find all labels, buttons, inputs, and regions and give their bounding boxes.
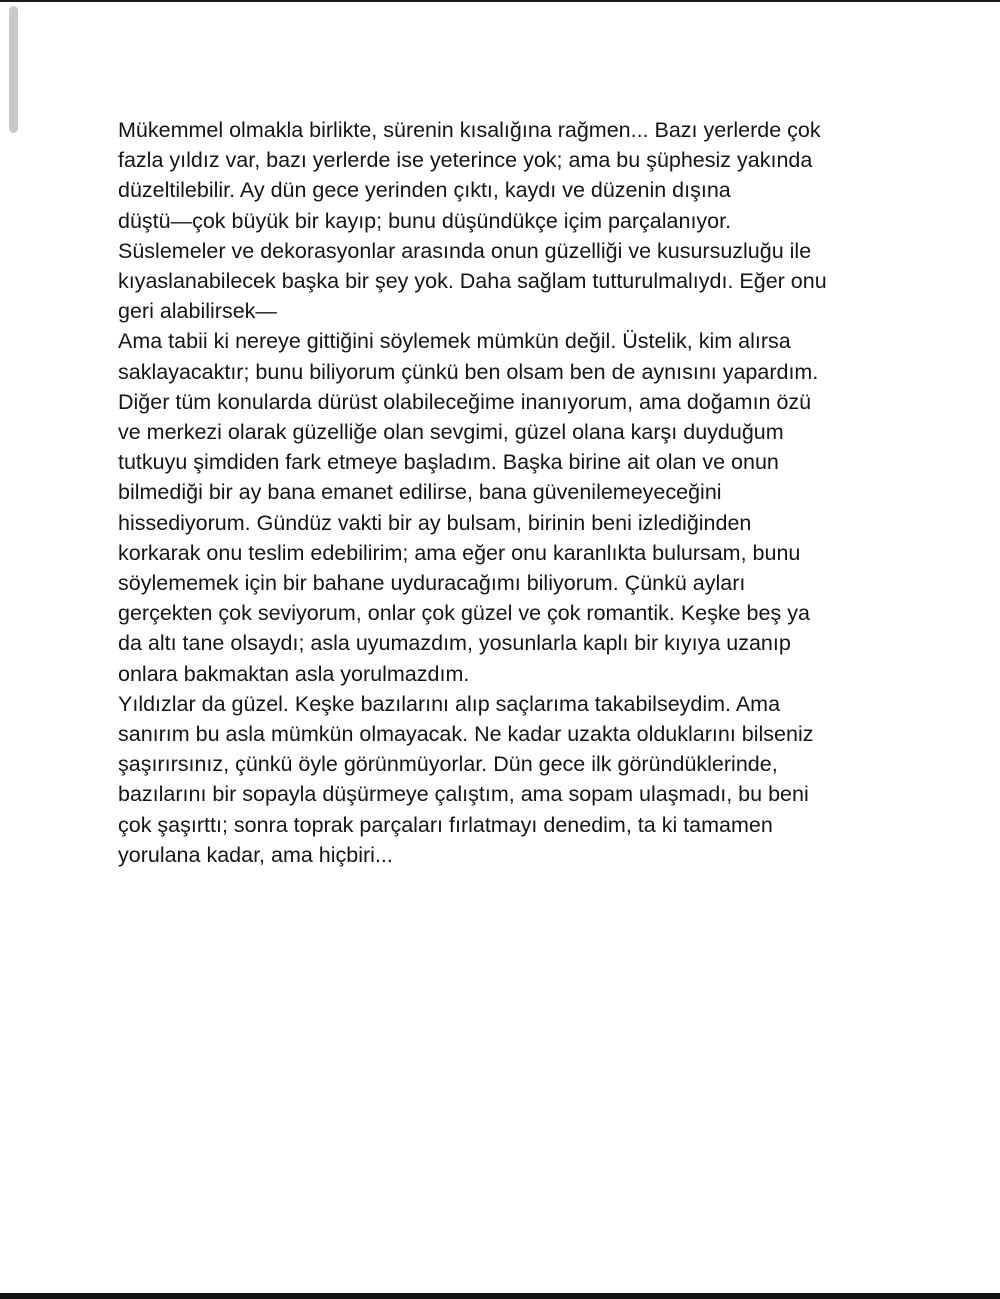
bottom-divider (0, 1293, 1000, 1299)
text-line: gerçekten çok seviyorum, onlar çok güzel ve çok romantik. Keşke beş ya (118, 601, 810, 626)
text-line: geri alabilirsek— (118, 299, 277, 324)
paragraph-1 (118, 115, 888, 326)
paragraph-3 (118, 689, 888, 870)
text-line: onlara bakmaktan asla yorulmazdım. (118, 661, 470, 686)
text-line: bilmediği bir ay bana emanet edilirse, bana güvenilemeyeceğini (118, 480, 722, 505)
text-line: bazılarını bir sopayla düşürmeye çalıştım, ama sopam ulaşmadı, bu beni (118, 782, 809, 807)
text-line: söylememek için bir bahane uyduracağımı biliyorum. Çünkü ayları (118, 571, 746, 596)
text-line: düştü—çok büyük bir kayıp; bunu düşündükçe içim parçalanıyor. (118, 208, 732, 233)
text-line: Diğer tüm konularda dürüst olabileceğime inanıyorum, ama doğamın özü (118, 389, 812, 414)
text-line: şaşırırsınız, çünkü öyle görünmüyorlar. Dün gece ilk göründüklerinde, (118, 752, 778, 777)
text-line: da altı tane olsaydı; asla uyumazdım, yosunlarla kaplı bir kıyıya uzanıp (118, 631, 791, 656)
text-line: saklayacaktır; bunu biliyorum çünkü ben olsam ben de aynısını yapardım. (118, 359, 819, 384)
text-line: sanırım bu asla mümkün olmayacak. Ne kadar uzakta olduklarını bilseniz (118, 722, 814, 747)
text-line: fazla yıldız var, bazı yerlerde ise yeterince yok; ama bu şüphesiz yakında (118, 148, 813, 173)
scroll-indicator[interactable] (9, 6, 18, 133)
text-line: yorulana kadar, ama hiçbiri... (118, 842, 393, 867)
text-line: Süslemeler ve dekorasyonlar arasında onun güzelliği ve kusursuzluğu ile (118, 238, 812, 263)
text-line: Mükemmel olmakla birlikte, sürenin kısalığına rağmen... Bazı yerlerde çok (118, 118, 821, 142)
text-line: ve merkezi olarak güzelliğe olan sevgimi, güzel olana karşı duyduğum (118, 420, 784, 445)
paragraph-2 (118, 326, 888, 688)
text-line: hissediyorum. Gündüz vakti bir ay bulsam, birinin beni izlediğinden (118, 510, 752, 535)
text-line: Yıldızlar da güzel. Keşke bazılarını alıp saçlarıma takabilseydim. Ama (118, 691, 781, 716)
text-line: korkarak onu teslim edebilirim; ama eğer onu karanlıkta bulursam, bunu (118, 540, 801, 565)
text-line: düzeltilebilir. Ay dün gece yerinden çıktı, kaydı ve düzenin dışına (118, 178, 731, 203)
document-body (118, 115, 888, 870)
top-divider (0, 0, 1000, 2)
text-line: çok şaşırttı; sonra toprak parçaları fırlatmayı denedim, ta ki tamamen (118, 812, 773, 837)
text-line: kıyaslanabilecek başka bir şey yok. Daha sağlam tutturulmalıydı. Eğer onu (118, 269, 827, 294)
text-line: Ama tabii ki nereye gittiğini söylemek mümkün değil. Üstelik, kim alırsa (118, 329, 791, 354)
text-line: tutkuyu şimdiden fark etmeye başladım. Başka birine ait olan ve onun (118, 450, 779, 475)
